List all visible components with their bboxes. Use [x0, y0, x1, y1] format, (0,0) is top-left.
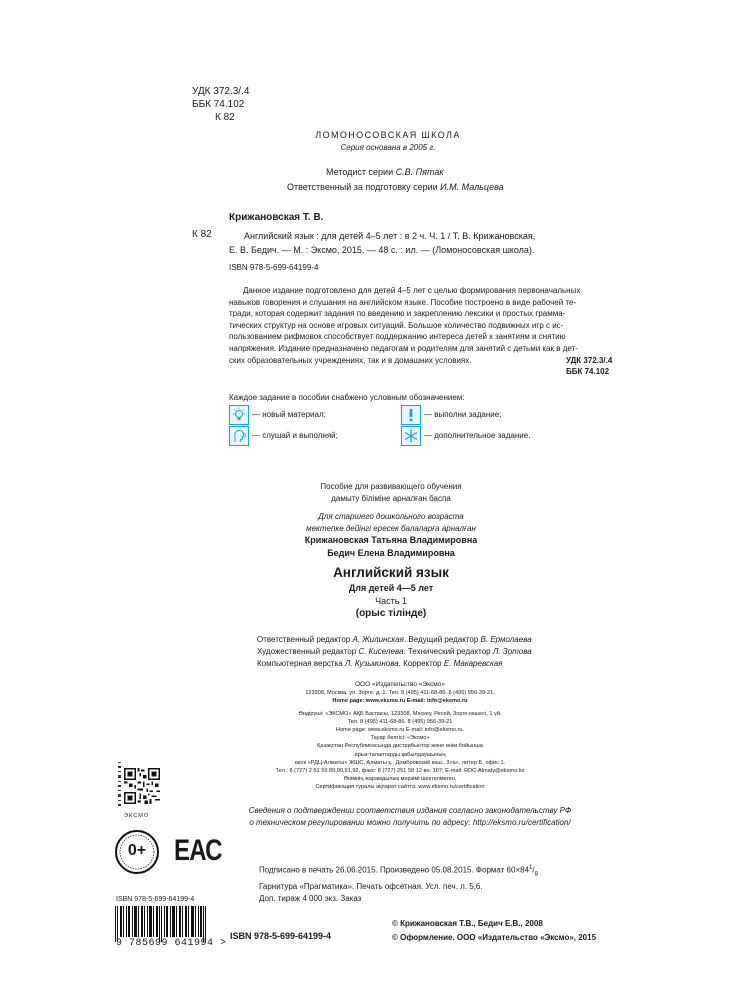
print-line-3: Доп. тираж 4 000 экз. Заказ: [259, 894, 362, 904]
annotation-line: тради, которая содержит задания по введению и закреплению лексики и простых грамма-: [229, 309, 566, 319]
annotation-line: ских образовательных учреждениях, так и в домашних условиях.: [229, 355, 472, 365]
publisher-line: Home page: www.eksmo.ru E-mail: info@eksmo.ru: [332, 698, 468, 705]
annotation-line: пользованием рифмовок способствует поддержанию интереса детей к занятиям и снятию: [229, 332, 566, 342]
publisher-line: Home page: www.eksmo.ru E-mail: info@eksmo.ru.: [335, 727, 465, 734]
age-rating-badge: [114, 829, 160, 875]
book-title: Английский язык: [333, 565, 449, 580]
annotation-udk: УДК 372.3/.4: [566, 356, 613, 365]
annotation: [229, 285, 580, 366]
listening-head-icon: [229, 426, 249, 446]
legend-label: — новый материал;: [252, 410, 326, 419]
publisher-line: Қазақстан Республикасында дистрибьютор және өнiм бойынша: [317, 743, 483, 750]
legend-label: — выполни задание;: [424, 410, 502, 419]
barcode-isbn-top: ISBN 978-5-699-64199-4: [116, 896, 195, 903]
author-mark: К 82: [215, 112, 235, 123]
publisher-line: ООО «Издательство «Эксмо»: [354, 681, 446, 688]
publisher-line: Өнiмнiң жарамдылық мерзiмi шектелмеген.: [343, 776, 457, 783]
publisher-line: 123308, Москва, ул. Зорге, д. 1. Тел. 8 (495) 411-68-86, 8 (495) 956-39-21.: [305, 690, 495, 697]
series-methodist: Методист серии С.В. Пятак: [326, 167, 444, 177]
publisher-line: арыз-талаптарды қабылдаушының: [354, 751, 446, 758]
bib-code: К 82: [192, 229, 212, 240]
genre-line-1: Пособие для развивающего обучения: [320, 482, 462, 491]
legend-intro: Каждое задание в пособии снабжено условным обозначением:: [229, 393, 465, 402]
annotation-line: навыков говорения и слушания на английском языке. Пособие построено в виде рабочей те-: [229, 297, 577, 307]
publisher-line: Тел.: 8 (727) 2 51 59 89,90,91,92, факс: 8 (727) 251 58 12 вн. 107; E-mail: RDC-Almaty@eksmo.kz: [275, 768, 525, 775]
annotation-line: тических структур на основе игровых ситуаций. Большое количество подвижных игр с ис-: [229, 320, 564, 330]
star-icon: [401, 426, 421, 446]
genre-line-4: мектепке дейiнгi ересек балаларға арналған: [306, 524, 476, 533]
book-subtitle: Для детей 4—5 лет: [348, 583, 434, 593]
author-full-2: Бедич Елена Владимировна: [327, 548, 455, 558]
editor-line: Ответственный редактор А. Жилинская. Ведущий редактор В. Ермолаева: [257, 635, 532, 644]
print-line-1: Подписано в печать 26.06.2015. Произведено 05.08.2015. Формат $60\times 84^1/_8$: [259, 865, 538, 878]
genre-line-2: дамыту бiлiмiне арналған баспа: [331, 494, 451, 503]
genre-line-3: Для старшего дошкольного возраста: [318, 512, 464, 521]
eac-mark: ЕАС: [174, 834, 222, 867]
copyright-line-2: © Оформление. ООО «Издательство «Эксмо», 2015: [392, 933, 597, 942]
editor-line: Компьютерная верстка Л. Кузьминова. Корректор Е. Макаревская: [257, 659, 503, 668]
print-line-2: Гарнитура «Прагматика». Печать офсетная. Усл. печ. л. 5,6.: [259, 881, 483, 891]
book-language: (орыс тiлiнде): [355, 608, 427, 619]
publisher-line: Тауар белгiсi: «Эксмо»: [370, 735, 430, 742]
age-rating-label: 0+: [127, 842, 147, 859]
isbn-large: ISBN 978-5-699-64199-4: [230, 931, 332, 941]
lightbulb-icon: [229, 405, 249, 425]
legend-label: — дополнительное задание.: [424, 431, 531, 440]
barcode-digits: 9 785699 641994 >: [116, 938, 227, 949]
publisher-line: Тел. 8 (495) 411-68-86, 8 (495) 956-39-21: [347, 718, 453, 725]
bib-isbn: ISBN 978-5-699-64199-4: [229, 263, 319, 272]
publisher-line: өкiлi «РДЦ-Алматы» ЖШС, Алматы қ., Домбровский көш., 3«а», литер Б, офис 1.: [294, 759, 506, 766]
book-part: Часть 1: [375, 596, 407, 606]
udk-code: УДК 372.3/.4: [192, 86, 250, 97]
series-name: ЛОМОНОСОВСКАЯ ШКОЛА: [315, 130, 461, 140]
publisher-line: Сертификация туралы ақпарат сайтта: www.eksmo.ru/certification: [315, 784, 485, 791]
bbk-code: ББК 74.102: [192, 99, 245, 110]
annotation-line: Данное издание подготовлено для детей 4–5 лет с целью формирования первоначальных: [243, 286, 581, 295]
series-responsible: Ответственный за подготовку серии И.М. Мальцева: [287, 182, 504, 192]
author-full-1: Крижановская Татьяна Владимировна: [304, 535, 478, 545]
barcode-icon: [114, 906, 214, 942]
annotation-line: напряжения. Издание предназначено педагогам и родителям для занятий с детьми как в дет-: [229, 343, 578, 353]
publisher-line: Өндiрушi: «ЭКСМО» АҚБ Баспасы, 123308, Мәскеу, Ресей, Зорге көшесi, 1 үй.: [298, 710, 502, 717]
bib-author: Крижановская Т. В.: [229, 212, 324, 223]
bib-line-1: Английский язык : для детей 4–5 лет : в 2 ч. Ч. 1 / Т. В. Крижановская,: [244, 231, 536, 241]
cert-line-1: Сведения о подтверждении соответствия издания согласно законодательству РФ: [248, 806, 572, 815]
exclamation-icon: [401, 405, 421, 425]
series-founded: Серия основана в 2005 г.: [340, 143, 436, 152]
copyright-line-1: © Крижановская Т.В., Бедич Е.В., 2008: [392, 919, 543, 928]
bib-line-2: Е. В. Бедич. — М. : Эксмо, 2015. — 48 с. : ил. — (Ломоносовская школа).: [229, 245, 535, 255]
qr-caption: ЭКСМО: [124, 813, 150, 819]
editor-line: Художественный редактор С. Киселева. Технический редактор Л. Зотова: [257, 647, 532, 656]
cert-line-2: о техническом регулировании можно получить по адресу: http://eksmo.ru/certification/: [249, 818, 571, 827]
annotation-bbk: ББК 74.102: [566, 367, 610, 376]
legend-label: — слушай и выполняй;: [252, 431, 338, 440]
publisher-block: [230, 681, 570, 792]
